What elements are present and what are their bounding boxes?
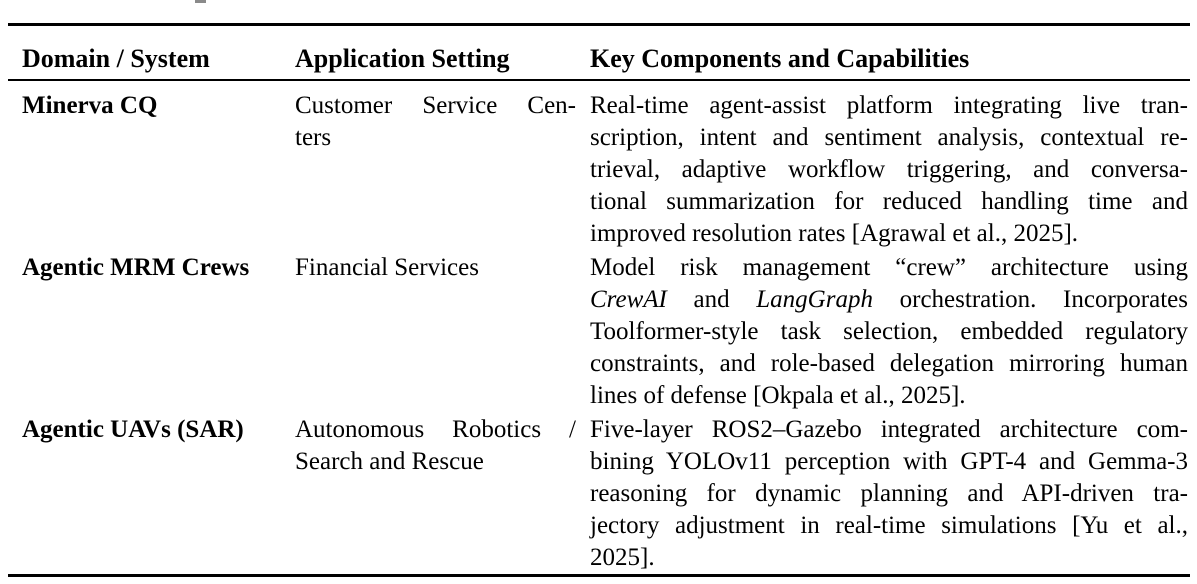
cell-application-setting: Financial Services (295, 254, 479, 281)
table-header-row (8, 26, 1190, 81)
table-row-agentic-uavs-sar (8, 414, 1190, 574)
table-body (8, 81, 1190, 574)
domain-systems-table (8, 23, 1190, 577)
caption-text-fragment (195, 0, 206, 3)
cell-domain: Agentic MRM Crews (22, 254, 250, 281)
cell-domain: Agentic UAVs (SAR) (22, 416, 244, 443)
cell-application-setting: Autonomous Robotics / Search and Rescue (295, 416, 576, 475)
cell-domain: Minerva CQ (22, 92, 158, 119)
cell-key-components: Real-time agent-assist platform integrating live tran- scription, intent and sentiment analysis, contextual re- trieval, adaptive workflow triggering, and conversa- tional summarization for reduced handling time and improved resolution rates [Agrawal et al., 2025]. (590, 92, 1188, 247)
table-row-minerva-cq (8, 90, 1190, 250)
cell-application-setting: Customer Service Cen- ters (295, 92, 576, 151)
table-row-agentic-mrm-crews (8, 252, 1190, 412)
column-header-domain-system: Domain / System (22, 43, 210, 73)
cell-key-components: Five-layer ROS2–Gazebo integrated architecture com- bining YOLOv11 perception with GPT-4 and Gemma-3 reasoning for dynamic planning and API-driven tra- jectory adjustment in real-time simulations [Yu et al., 2025]. (590, 416, 1188, 571)
cell-key-components: Model risk management “crew” architecture using CrewAI and LangGraph orchestration. Incorporates Toolformer-style task selection, embedded regulatory constraints, and role-based delegation mirroring human lines of defense [Okpala et al., 2025]. (590, 254, 1188, 409)
column-header-application-setting: Application Setting (295, 43, 510, 73)
column-header-key-components: Key Components and Capabilities (590, 43, 970, 73)
